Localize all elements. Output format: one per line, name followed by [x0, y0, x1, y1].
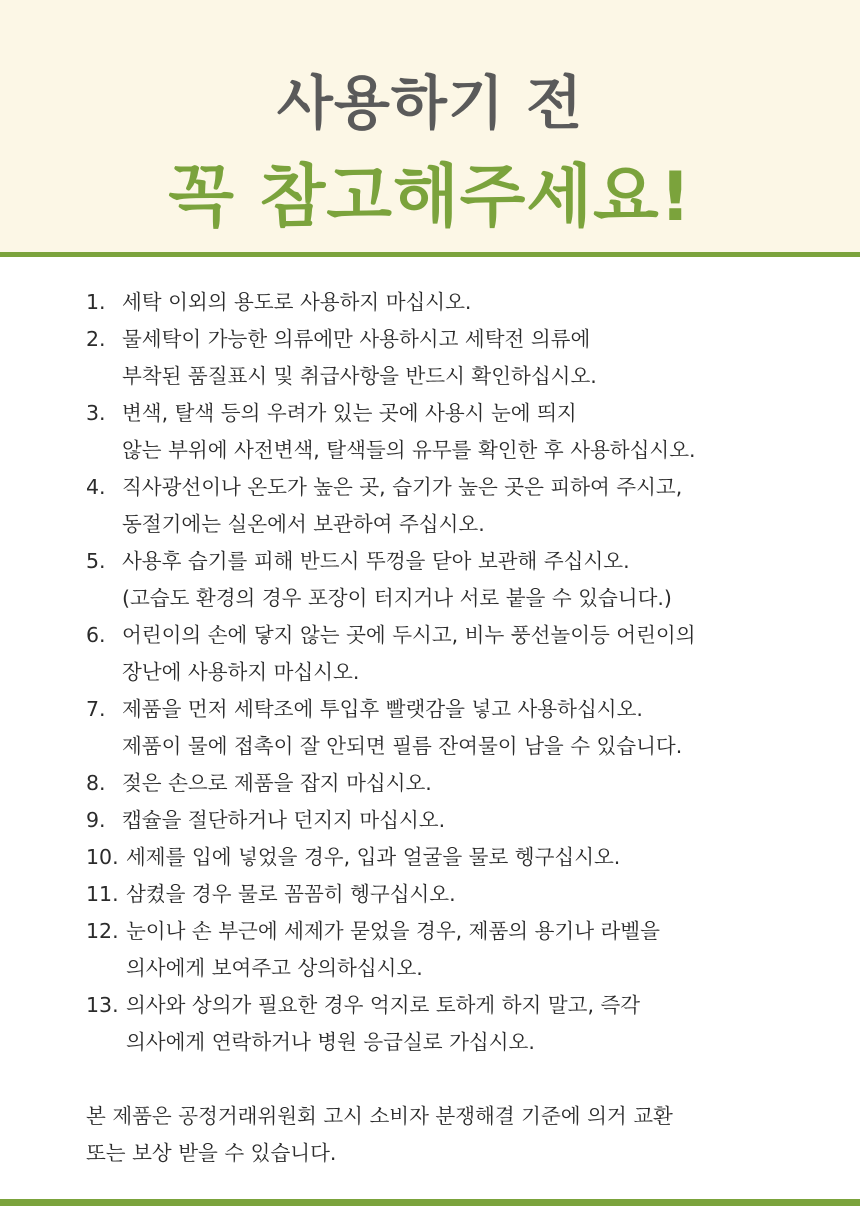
item-line: 직사광선이나 온도가 높은 곳, 습기가 높은 곳은 피하여 주시고, [122, 475, 683, 499]
item-text [126, 987, 640, 1061]
item-number: 3. [86, 401, 106, 425]
item-text [122, 395, 696, 469]
header-banner [0, 0, 860, 252]
notice-line-2: 또는 보상 받을 수 있습니다. [86, 1141, 337, 1165]
list-item [86, 543, 826, 617]
item-line: 세탁 이외의 용도로 사용하지 마십시오. [122, 290, 472, 314]
item-line: 제품을 먼저 세탁조에 투입후 빨랫감을 넣고 사용하십시오. [122, 697, 643, 721]
title-line-2: 꼭 참고해주세요! [168, 158, 692, 237]
item-number: 6. [86, 623, 106, 647]
title-line-1: 사용하기 전 [276, 69, 584, 137]
item-number: 11. [86, 882, 119, 906]
list-item [86, 876, 826, 913]
list-item [86, 913, 826, 987]
item-line: 동절기에는 실온에서 보관하여 주십시오. [122, 512, 485, 536]
item-text [122, 617, 696, 691]
item-line: 눈이나 손 부근에 세제가 묻었을 경우, 제품의 용기나 라벨을 [126, 919, 660, 943]
item-line: 삼켰을 경우 물로 꼼꼼히 헹구십시오. [126, 882, 456, 906]
list-item [86, 765, 826, 802]
item-line: 어린이의 손에 닿지 않는 곳에 두시고, 비누 풍선놀이등 어린이의 [122, 623, 696, 647]
item-line: 변색, 탈색 등의 우려가 있는 곳에 사용시 눈에 띄지 [122, 401, 577, 425]
list-item [86, 691, 826, 765]
item-line: 제품이 물에 접촉이 잘 안되면 필름 잔여물이 남을 수 있습니다. [122, 734, 683, 758]
list-item [86, 469, 826, 543]
item-number: 5. [86, 549, 106, 573]
item-text [126, 876, 456, 913]
list-item [86, 284, 826, 321]
footer-divider [0, 1199, 860, 1206]
item-line: 의사와 상의가 필요한 경우 억지로 토하게 하지 말고, 즉각 [126, 993, 641, 1017]
item-line: 의사에게 연락하거나 병원 응급실로 가십시오. [126, 1030, 535, 1054]
item-number: 10. [86, 845, 119, 869]
item-text [122, 691, 682, 765]
item-text [122, 284, 471, 321]
item-line: 의사에게 보여주고 상의하십시오. [126, 956, 423, 980]
list-item [86, 802, 826, 839]
item-line: 젖은 손으로 제품을 잡지 마십시오. [122, 771, 432, 795]
item-text [126, 839, 620, 876]
item-text [122, 802, 445, 839]
item-line: 사용후 습기를 피해 반드시 뚜껑을 닫아 보관해 주십시오. [122, 549, 630, 573]
item-number: 7. [86, 697, 106, 721]
item-line: 장난에 사용하지 마십시오. [122, 660, 360, 684]
item-text [122, 765, 432, 802]
item-number: 4. [86, 475, 106, 499]
item-text [122, 543, 672, 617]
list-item [86, 395, 826, 469]
item-number: 8. [86, 771, 106, 795]
item-number: 13. [86, 993, 119, 1017]
header-divider [0, 252, 860, 257]
item-text [122, 321, 597, 395]
item-number: 12. [86, 919, 119, 943]
item-line: 부착된 품질표시 및 취급사항을 반드시 확인하십시오. [122, 364, 597, 388]
list-item [86, 321, 826, 395]
item-number: 1. [86, 290, 106, 314]
item-number: 9. [86, 808, 106, 832]
item-line: 캡슐을 절단하거나 던지지 마십시오. [122, 808, 446, 832]
item-text [126, 913, 660, 987]
item-line: 세제를 입에 넣었을 경우, 입과 얼굴을 물로 헹구십시오. [126, 845, 621, 869]
notice-text [86, 1098, 826, 1172]
precautions-list [86, 284, 826, 1061]
item-line: 물세탁이 가능한 의류에만 사용하시고 세탁전 의류에 [122, 327, 591, 351]
notice-line-1: 본 제품은 공정거래위원회 고시 소비자 분쟁해결 기준에 의거 교환 [86, 1104, 673, 1128]
item-number: 2. [86, 327, 106, 351]
item-text [122, 469, 682, 543]
list-item [86, 617, 826, 691]
list-item [86, 987, 826, 1061]
item-line: (고습도 환경의 경우 포장이 터지거나 서로 붙을 수 있습니다.) [122, 586, 672, 610]
item-line: 않는 부위에 사전변색, 탈색들의 유무를 확인한 후 사용하십시오. [122, 438, 696, 462]
list-item [86, 839, 826, 876]
